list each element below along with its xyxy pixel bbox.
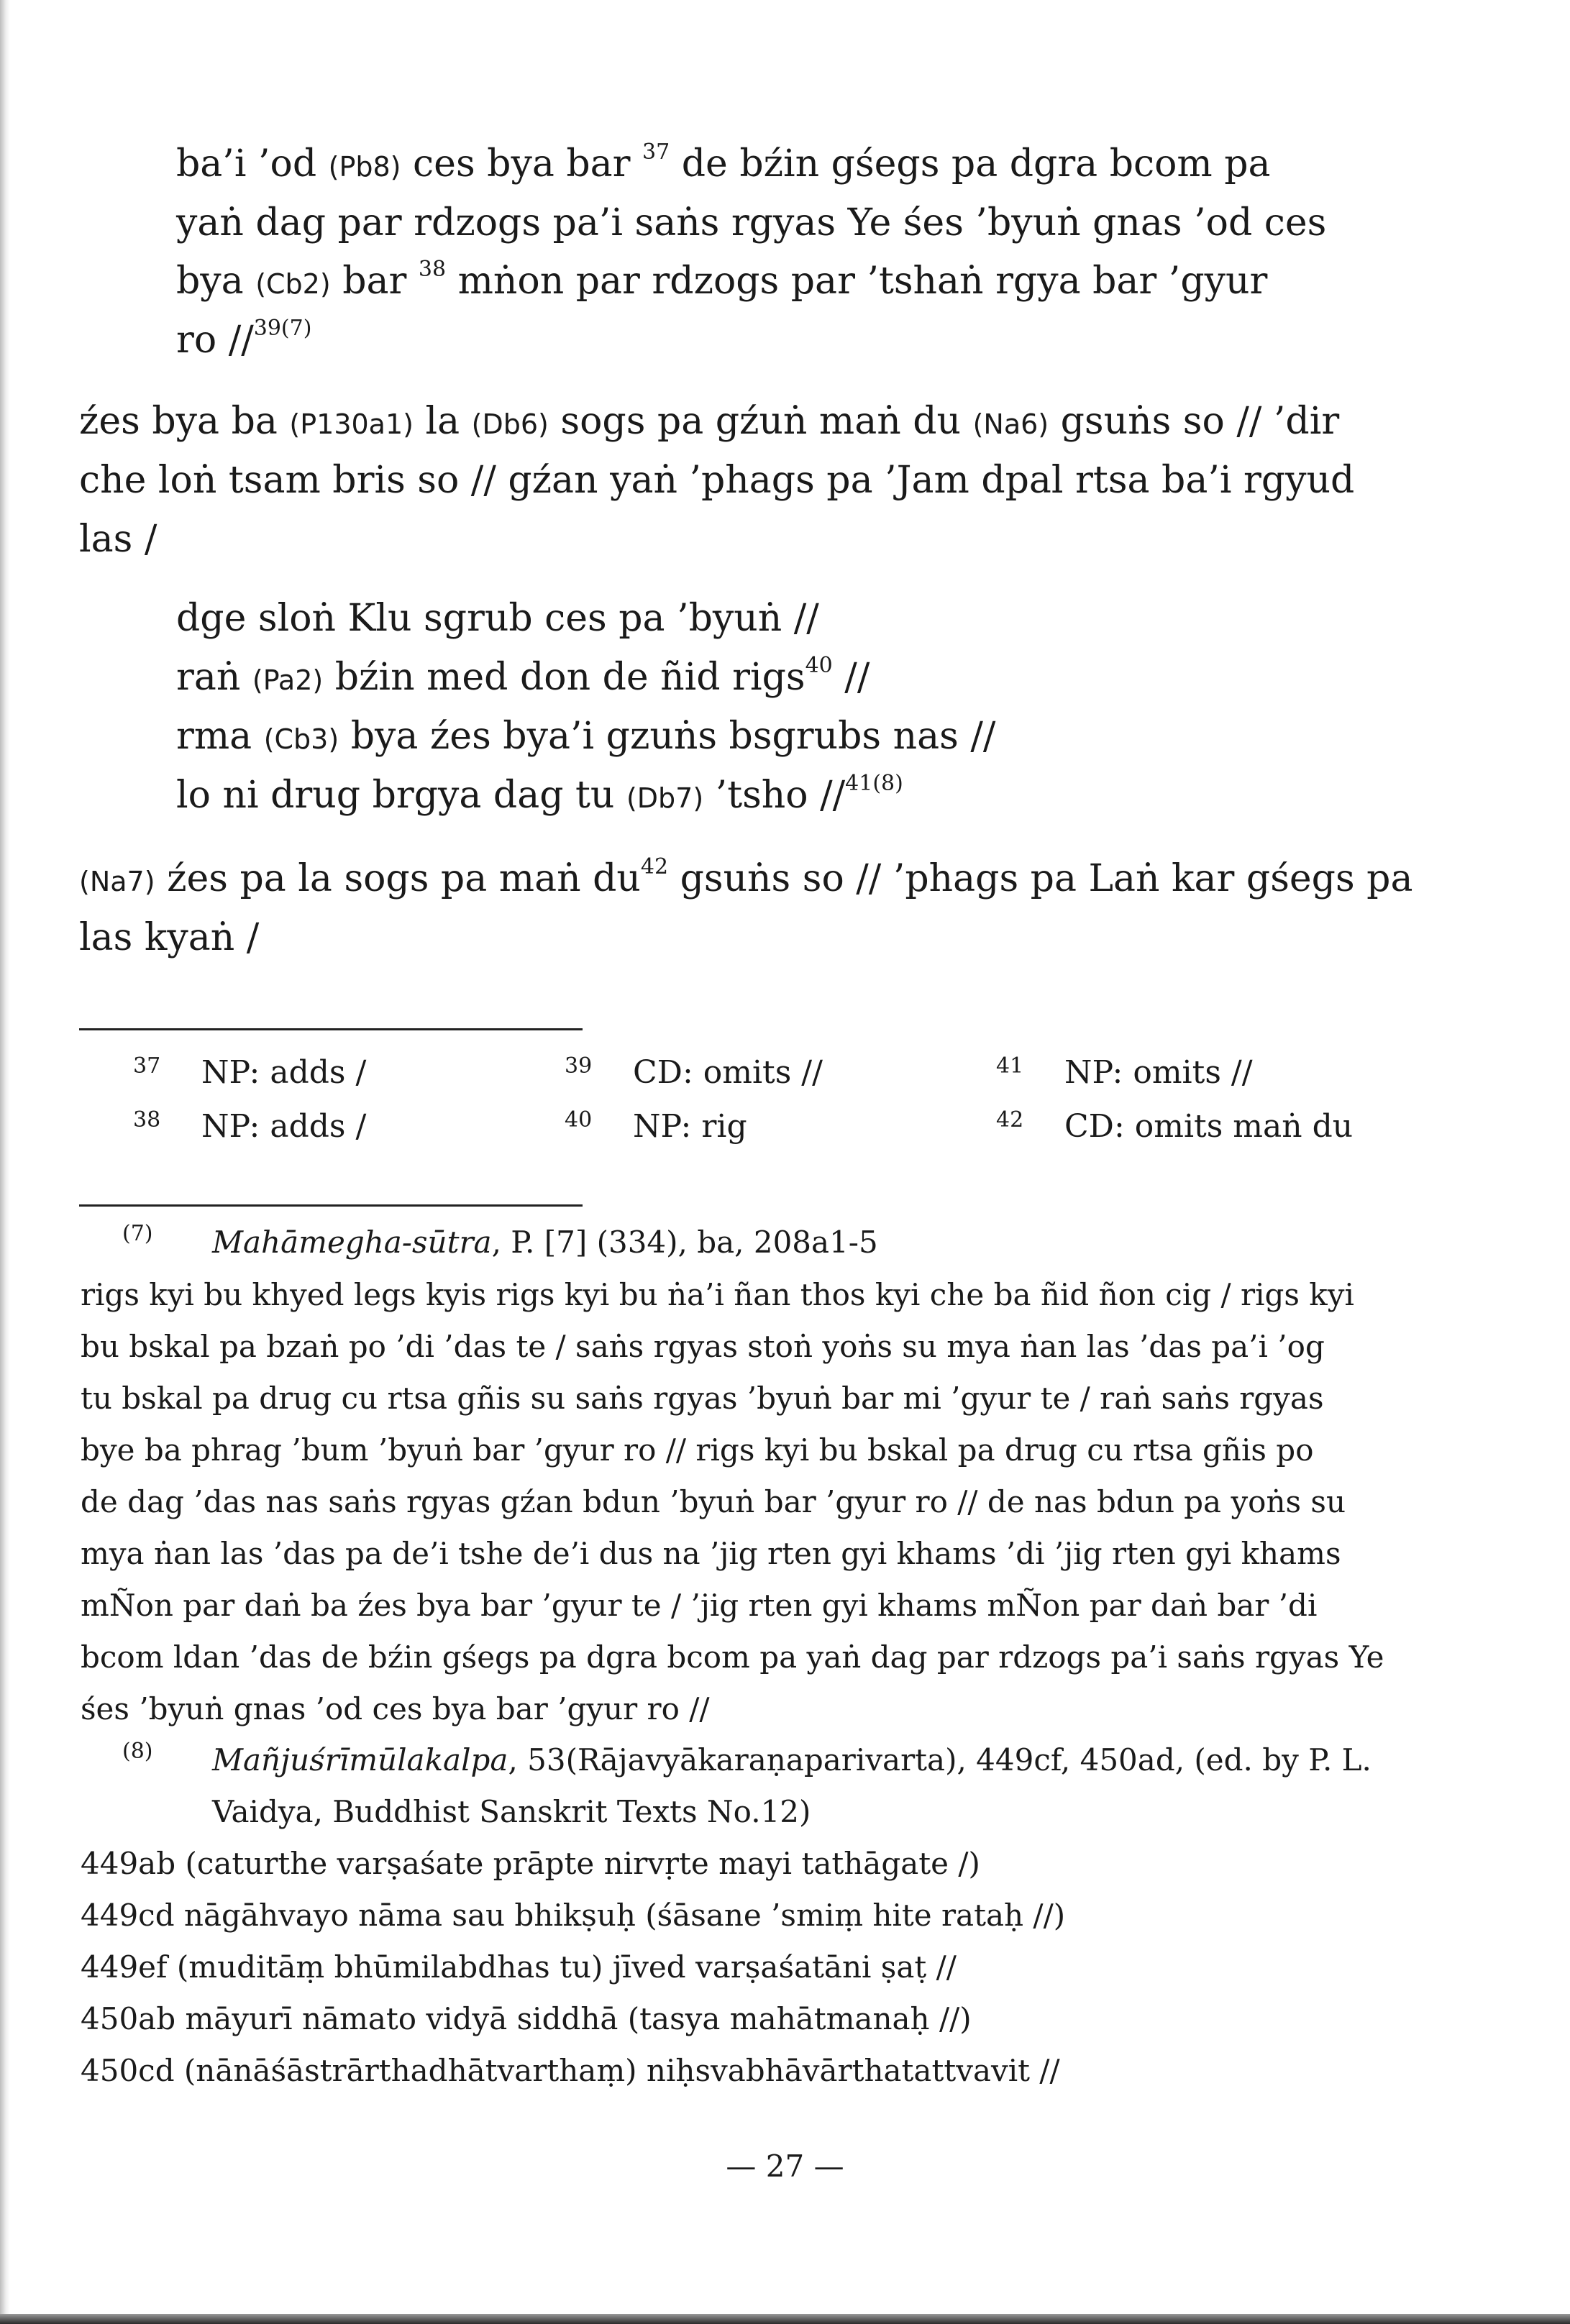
note-7-line: bcom ldan ’das de bźin gśegs pa dgra bcom pa yaṅ dag par rdzogs pa’i saṅs rgyas Ye xyxy=(81,1639,1384,1675)
verse2-line-4: lo ni drug brgya dag tu (Db7) ’tsho //$^{41(8)}$ xyxy=(176,771,903,817)
note-7-line: mya ṅan las ’das pa de’i tshe de’i dus na ’jig rten gyi khams ’di ’jig rten gyi khams xyxy=(81,1536,1341,1571)
variant-number: 39 xyxy=(565,1053,593,1079)
page-number: — 27 — xyxy=(726,2149,844,2184)
binder-shadow xyxy=(0,0,10,2324)
notes-rule xyxy=(79,1204,583,1207)
variant-number: 42 xyxy=(996,1107,1024,1133)
note-7-line: śes ’byuṅ gnas ’od ces bya bar ’gyur ro // xyxy=(81,1691,710,1726)
note-8-verse: 449cd nāgāhvayo nāma sau bhikṣuḥ (śāsane ’smiṃ hite rataḥ //) xyxy=(81,1898,1066,1933)
variant-number: 41 xyxy=(996,1053,1024,1079)
verse1-line-3: bya (Cb2) bar $^{38}$ mṅon par rdzogs par ’tshaṅ rgya bar ’gyur xyxy=(176,257,1268,303)
note-number: (7) xyxy=(122,1221,153,1246)
footnote-rule xyxy=(79,1028,583,1030)
variant-text: NP: omits // xyxy=(1064,1054,1253,1091)
verse2-line-1: dge sloṅ Klu sgrub ces pa ’byuṅ // xyxy=(176,597,819,640)
note-8-verse: 449ab (caturthe varṣaśate prāpte nirvṛte mayi tathāgate /) xyxy=(81,1846,980,1881)
verse2-line-3: rma (Cb3) bya źes bya’i gzuṅs bsgrubs nas // xyxy=(176,715,996,758)
variant-text: CD: omits // xyxy=(633,1054,823,1091)
note-7-line: de dag ’das nas saṅs rgyas gźan bdun ’byuṅ bar ’gyur ro // de nas bdun pa yoṅs su xyxy=(81,1484,1346,1519)
variant-number: 40 xyxy=(565,1107,593,1133)
variant-number: 37 xyxy=(133,1053,161,1079)
variant-text: NP: rig xyxy=(633,1108,747,1145)
note-8-verse: 450cd (nānāśāstrārthadhātvarthaṃ) niḥsvabhāvārthatattvavit // xyxy=(81,2053,1060,2088)
verse1-line-4: ro //$^{39(7)}$ xyxy=(176,316,312,362)
note-8-verse: 449ef (muditāṃ bhūmilabdhas tu) jīved varṣaśatāni ṣaṭ // xyxy=(81,1949,957,1985)
prose1-line-1: źes bya ba (P130a1) la (Db6) sogs pa gźuṅ maṅ du (Na6) gsuṅs so // ’dir xyxy=(79,400,1340,443)
verse1-line-2: yaṅ dag par rdzogs pa’i saṅs rgyas Ye śes ’byuṅ gnas ’od ces xyxy=(176,201,1327,244)
note-8-heading-cont: Vaidya, Buddhist Sanskrit Texts No.12) xyxy=(212,1794,811,1829)
prose2-line-2: las kyaṅ / xyxy=(79,916,260,959)
verse2-line-2: raṅ (Pa2) bźin med don de ñid rigs$^{40}$ // xyxy=(176,653,870,699)
note-8-heading: Mañjuśrīmūlakalpa, 53(Rājavyākaraṇaparivarta), 449cf, 450ad, (ed. by P. L. xyxy=(212,1742,1372,1778)
note-7-heading: Mahāmegha-sūtra, P. [7] (334), ba, 208a1-5 xyxy=(212,1225,878,1260)
note-8-verse: 450ab māyurī nāmato vidyā siddhā (tasya mahātmanaḥ //) xyxy=(81,2001,972,2036)
note-7-line: tu bskal pa drug cu rtsa gñis su saṅs rgyas ’byuṅ bar mi ’gyur te / raṅ saṅs rgyas xyxy=(81,1381,1324,1416)
scan-bottom-edge xyxy=(0,2314,1570,2324)
prose1-line-2: che loṅ tsam bris so // gźan yaṅ ’phags pa ’Jam dpal rtsa ba’i rgyud xyxy=(79,459,1355,502)
note-7-line: bye ba phrag ’bum ’byuṅ bar ’gyur ro // rigs kyi bu bskal pa drug cu rtsa gñis po xyxy=(81,1432,1314,1468)
note-7-line: bu bskal pa bzaṅ po ’di ’das te / saṅs rgyas stoṅ yoṅs su mya ṅan las ’das pa’i ’og xyxy=(81,1329,1325,1364)
variant-text: NP: adds / xyxy=(201,1108,367,1145)
note-7-line: mÑon par daṅ ba źes bya bar ’gyur te / ’jig rten gyi khams mÑon par daṅ bar ’di xyxy=(81,1588,1318,1623)
variant-text: CD: omits maṅ du xyxy=(1064,1108,1354,1145)
prose1-line-3: las / xyxy=(79,518,158,561)
prose2-line-1: (Na7) źes pa la sogs pa maṅ $du^{42}$ gsuṅs so // ’phags pa Laṅ kar gśegs pa xyxy=(79,854,1413,900)
note-7-line: rigs kyi bu khyed legs kyis rigs kyi bu ṅa’i ñan thos kyi che ba ñid ñon cig / rigs kyi xyxy=(81,1277,1354,1312)
note-number: (8) xyxy=(122,1739,153,1764)
variant-text: NP: adds / xyxy=(201,1054,367,1091)
variant-number: 38 xyxy=(133,1107,161,1133)
verse1-line-1: ba’i ’od (Pb8) ces bya bar $^{37}$ de bźin gśegs pa dgra bcom pa xyxy=(176,139,1271,186)
